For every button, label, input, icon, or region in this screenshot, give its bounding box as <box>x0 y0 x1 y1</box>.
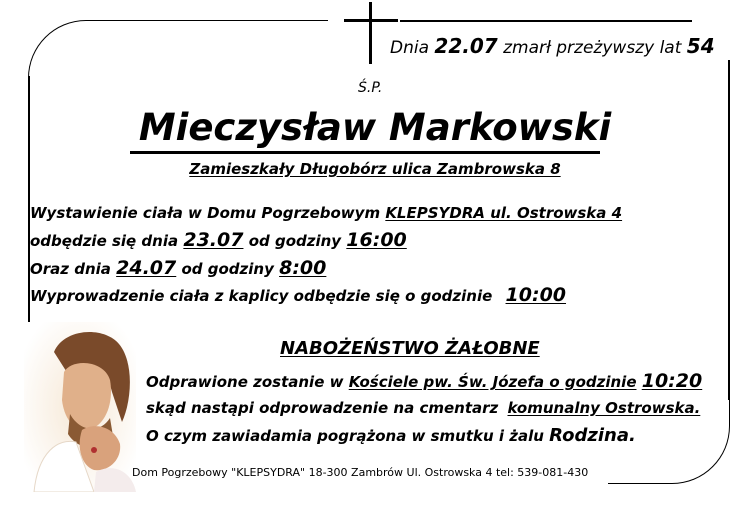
service-line-3 <box>146 425 636 446</box>
church-name: Kościele pw. Św. Józefa o godzinie <box>348 373 637 391</box>
viewing-line-1 <box>30 204 622 222</box>
departure-prefix: Wyprowadzenie ciała z kaplicy odbędzie się o godzinie <box>30 287 493 305</box>
name-underline <box>130 151 600 154</box>
viewing-time-1: 16:00 <box>346 229 407 251</box>
service-prefix: Odprawione zostanie w <box>146 373 344 391</box>
viewing-line-2 <box>30 229 407 251</box>
viewing-line-4 <box>30 284 566 306</box>
death-notice <box>390 34 715 58</box>
frame-top-left-corner <box>28 20 328 80</box>
cross-icon-bar <box>344 19 398 22</box>
viewing-line-3 <box>30 257 326 279</box>
viewing-time-2: 8:00 <box>279 257 327 279</box>
family-signature: Rodzina. <box>549 425 636 446</box>
viewing-date-prefix: odbędzie się dnia <box>30 232 179 250</box>
cross-icon <box>369 2 372 64</box>
honorific: Ś.P. <box>358 80 383 96</box>
viewing-time-prefix: od godziny <box>248 232 342 250</box>
departure-time: 10:00 <box>505 284 567 306</box>
service-title: NABOŻEŃSTWO ŻAŁOBNE <box>280 338 540 359</box>
footer-contact: Dom Pogrzebowy "KLEPSYDRA" 18-300 Zambrów Ul. Ostrowska 4 tel: 539-081-430 <box>132 466 589 479</box>
deceased-name: Mieczysław Markowski <box>138 106 612 149</box>
service-line-1 <box>146 370 702 392</box>
procession-prefix: skąd nastąpi odprowadzenie na cmentarz <box>146 399 499 417</box>
cemetery-name: komunalny Ostrowska. <box>507 399 701 417</box>
viewing-date2-prefix: Oraz dnia <box>30 260 111 278</box>
frame-top-right-edge <box>400 20 692 22</box>
viewing-date-1: 23.07 <box>183 229 244 251</box>
viewing-date-2: 24.07 <box>116 257 177 279</box>
praying-jesus-image <box>24 322 136 492</box>
viewing-prefix: Wystawienie ciała w Domu Pogrzebowym <box>30 204 381 222</box>
viewing-time2-prefix: od godziny <box>181 260 274 278</box>
funeral-home-place: KLEPSYDRA ul. Ostrowska 4 <box>385 204 623 222</box>
death-age: 54 <box>686 34 715 58</box>
family-prefix: O czym zawiadamia pogrążona w smutku i żalu <box>146 427 544 445</box>
death-date: 22.07 <box>434 34 498 58</box>
death-prefix: Dnia <box>390 38 430 58</box>
death-middle: zmarł przeżywszy lat <box>503 38 682 58</box>
address: Zamieszkały Długobórz ulica Zambrowska 8 <box>189 160 561 178</box>
service-time: 10:20 <box>641 370 703 392</box>
service-line-2 <box>146 399 700 417</box>
